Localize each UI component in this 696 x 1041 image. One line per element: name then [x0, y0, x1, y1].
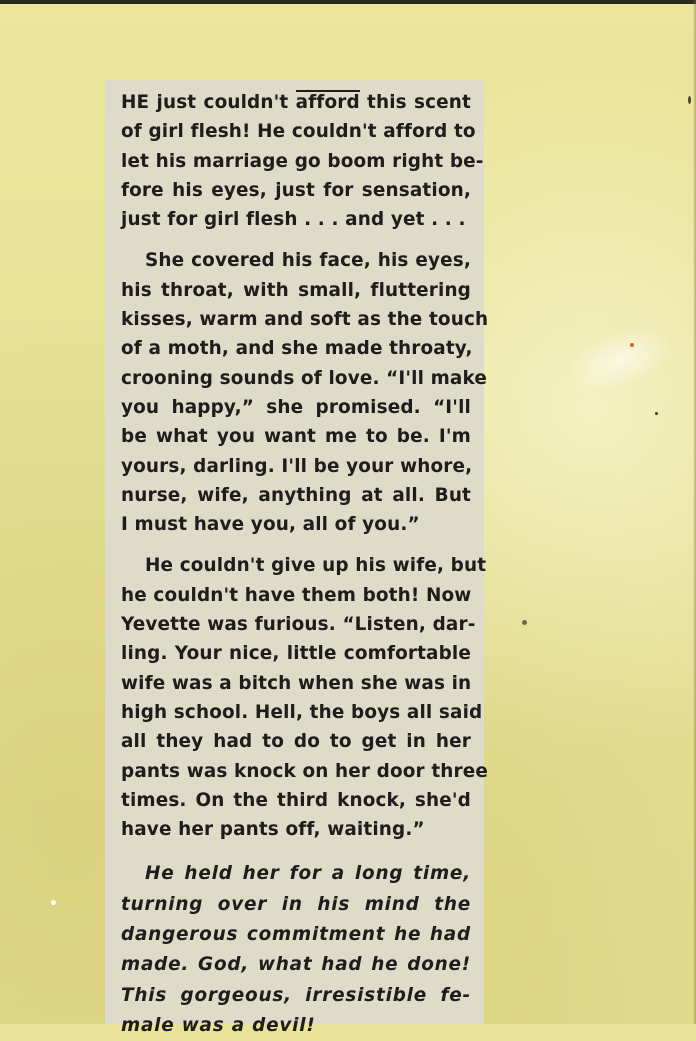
text-line: his throat, with small, fluttering	[121, 279, 471, 301]
text-line: male was a devil!	[121, 1014, 316, 1036]
text-line: of girl flesh! He couldn't afford to	[121, 121, 476, 143]
text-line: turning over in his mind the	[121, 893, 471, 915]
paragraph-2	[121, 246, 489, 539]
text-line: have her pants off, waiting.”	[121, 819, 425, 841]
blurb-panel	[105, 80, 489, 1036]
paper-crease	[553, 311, 686, 408]
text-line: fore his eyes, just for sensation,	[121, 179, 471, 201]
text-line: wife was a bitch when she was in	[121, 672, 472, 694]
text-line: made. God, what had he done!	[121, 954, 471, 976]
text-line: pants was knock on her door three	[121, 760, 488, 782]
text-line: let his marriage go boom right be-	[121, 150, 484, 172]
paper-speck	[630, 343, 634, 347]
blurb-text	[121, 88, 489, 1041]
text-line: dangerous commitment he had	[121, 924, 471, 946]
text-line: He held her for a long time,	[145, 863, 471, 885]
paragraph-3	[121, 551, 488, 844]
underlined-word: afford	[295, 92, 360, 113]
text-line: high school. Hell, the boys all said	[121, 701, 483, 723]
text-line: nurse, wife, anything at all. But	[121, 484, 471, 506]
paper-speck	[688, 96, 691, 104]
text-line: This gorgeous, irresistible fe-	[121, 984, 471, 1006]
text-line: just for girl flesh . . . and yet . . .	[121, 209, 466, 231]
text-line: I must have you, all of you.”	[121, 514, 420, 536]
paper-speck	[522, 620, 527, 625]
top-edge-shadow	[0, 0, 696, 4]
text-line: yours, darling. I'll be your whore,	[121, 455, 473, 477]
paragraph-1	[121, 88, 484, 234]
text-line: ling. Your nice, little comfortable	[121, 643, 471, 665]
text-line: he couldn't have them both! Now	[121, 584, 472, 606]
text-line: She covered his face, his eyes,	[145, 250, 471, 272]
paper-speck	[655, 412, 658, 415]
text-line: He couldn't give up his wife, but	[145, 555, 487, 577]
text-line: you happy,” she promised. “I'll	[121, 396, 471, 418]
paper-speck	[51, 900, 56, 905]
text-line: be what you want me to be. I'm	[121, 426, 471, 448]
paragraph-4	[121, 859, 471, 1040]
text-line: HE just couldn't afford this scent	[121, 92, 471, 113]
text-line: all they had to do to get in her	[121, 731, 471, 753]
text-line: crooning sounds of love. “I'll make	[121, 367, 488, 389]
text-line: kisses, warm and soft as the touch	[121, 309, 489, 331]
text-line: Yevette was furious. “Listen, dar-	[121, 614, 476, 636]
text-line: of a moth, and she made throaty,	[121, 338, 473, 360]
text-line: times. On the third knock, she'd	[121, 789, 471, 811]
